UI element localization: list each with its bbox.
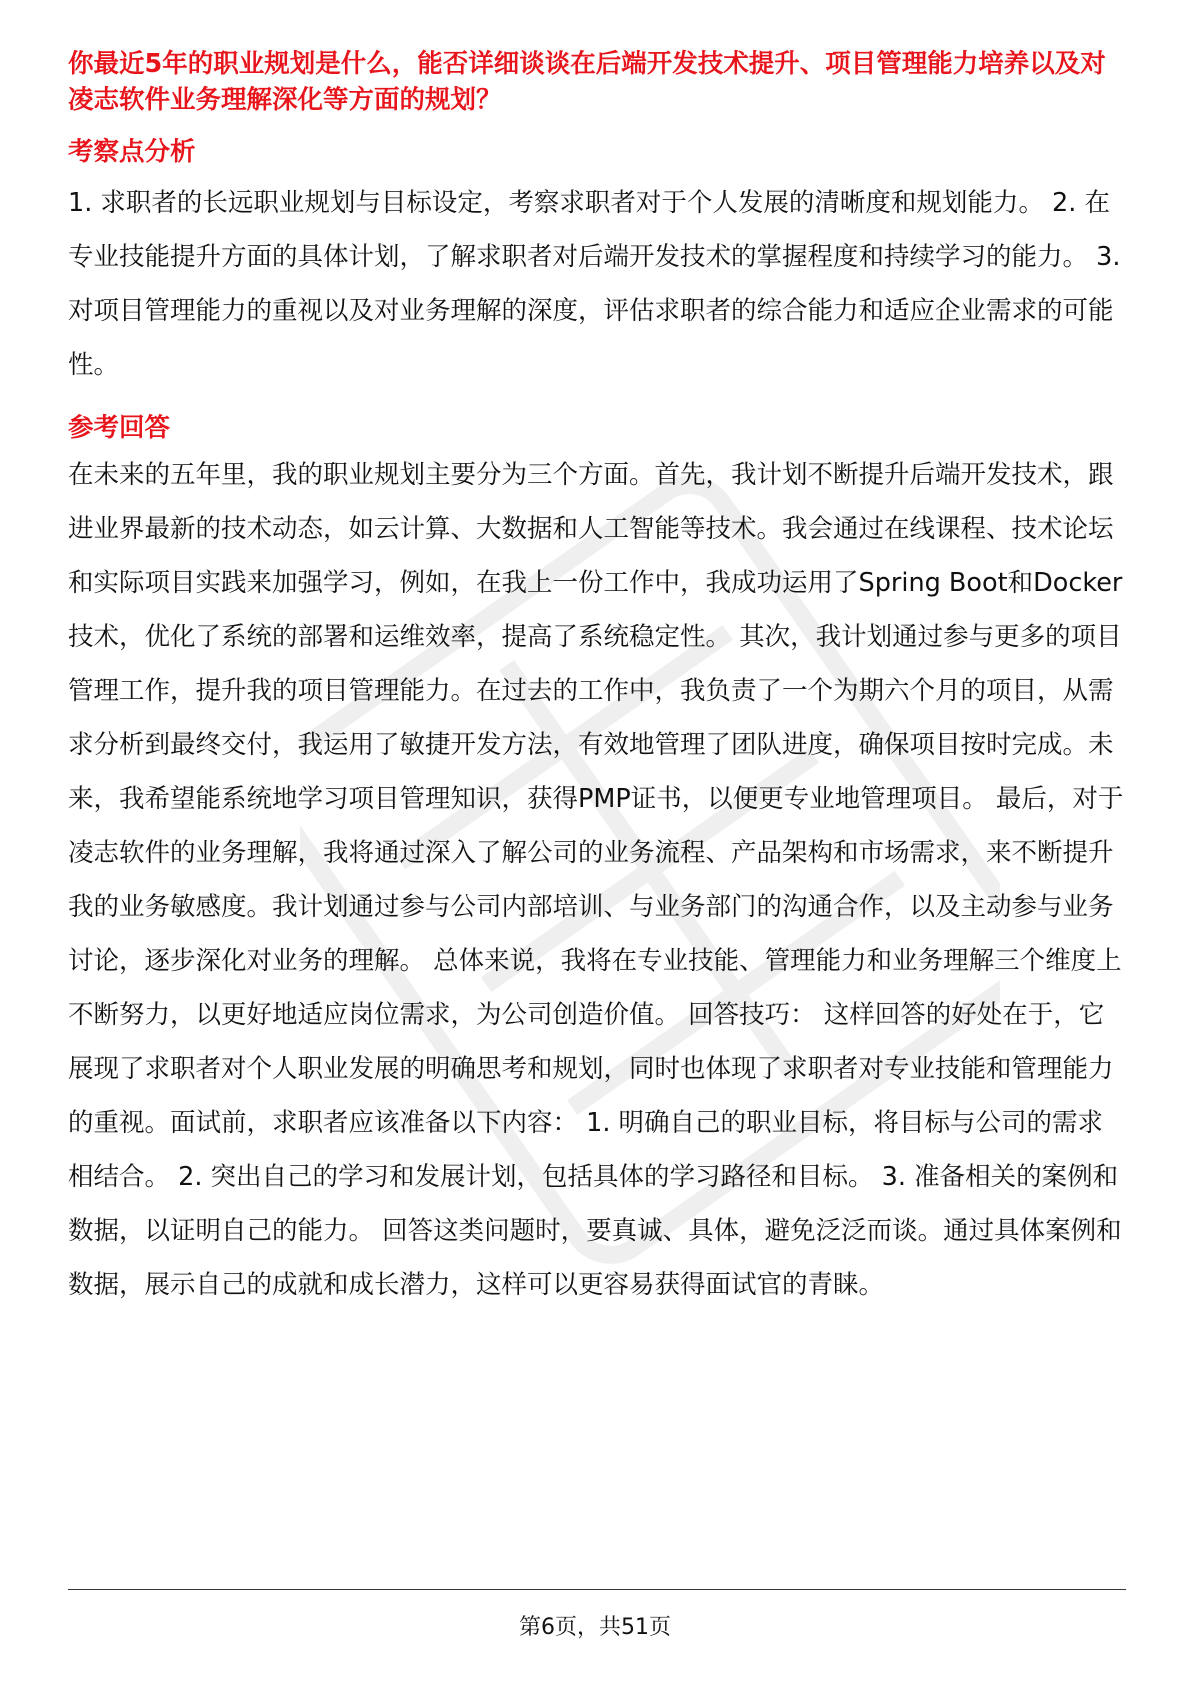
footer-divider [68, 1589, 1126, 1590]
answer-section-title: 参考回答 [68, 413, 171, 443]
question-heading: 你最近5年的职业规划是什么，能否详细谈谈在后端开发技术提升、项目管理能力培养以及对凌志软件业务理解深化等方面的规划？ [68, 49, 1106, 115]
page-number: 第6页，共51页 [519, 1615, 671, 1640]
answer-section-text: 在未来的五年里，我的职业规划主要分为三个方面。首先，我计划不断提升后端开发技术，跟进业界最新的技术动态，如云计算、大数据和人工智能等技术。我会通过在线课程、技术论坛和实际项目实践来加强学习，例如，在我上一份工作中，我成功运用了Spring Boot和Docker技术，优化了系统的部署和运维效率，提高了系统稳定性。 其次，我计划通过参与更多的项目管理工作，提升我的项目管理能力。在过去的工作中，我负责了一个为期六个月的项目，从需求分析到最终交付，我运用了敏捷开发方法，有效地管理了团队进度，确保项目按时完成。未来，我希望能系统地学习项目管理知识，获得PMP证书，以便更专业地管理项目。 最后，对于凌志软件的业务理解，我将通过深入了解公司的业务流程、产品架构和市场需求，来不断提升我的业务敏感度。我计划通过参与公司内部培训、与业务部门的沟通合作，以及主动参与业务讨论，逐步深化对业务的理解。 总体来说，我将在专业技能、管理能力和业务理解三个维度上不断努力，以更好地适应岗位需求，为公司创造价值。 回答技巧： 这样回答的好处在于，它展现了求职者对个人职业发展的明确思考和规划，同时也体现了求职者对专业技能和管理能力的重视。面试前，求职者应该准备以下内容： 1. 明确自己的职业目标，将目标与公司的需求相结合。 2. 突出自己的学习和发展计划，包括具体的学习路径和目标。 3. 准备相关的案例和数据，以证明自己的能力。 回答这类问题时，要真诚、具体，避免泛泛而谈。通过具体案例和数据，展示自己的成就和成长潜力，这样可以更容易获得面试官的青睐。 [68, 460, 1124, 1300]
document-page [68, 46, 1126, 1312]
analysis-section-title: 考察点分析 [68, 137, 196, 167]
analysis-section-text: 1. 求职者的长远职业规划与目标设定，考察求职者对于个人发展的清晰度和规划能力。 2. 在专业技能提升方面的具体计划，了解求职者对后端开发技术的掌握程度和持续学习的能力。 3. 对项目管理能力的重视以及对业务理解的深度，评估求职者的综合能力和适应企业需求的可能性。 [68, 188, 1121, 380]
